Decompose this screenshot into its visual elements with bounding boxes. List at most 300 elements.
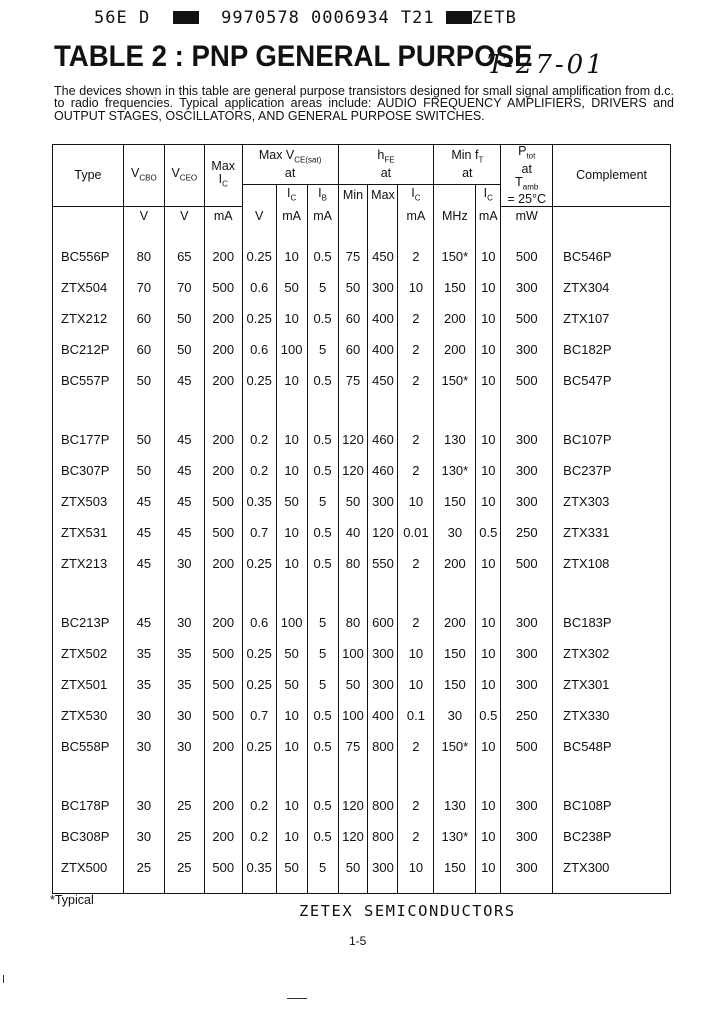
value-cell: 50 bbox=[338, 669, 368, 700]
type-cell: BC556P bbox=[53, 241, 124, 272]
value-cell: 45 bbox=[123, 548, 164, 579]
value-cell: 10 bbox=[398, 272, 434, 303]
type-cell: BC308P bbox=[53, 821, 124, 852]
spacer-cell bbox=[501, 396, 553, 424]
spacer-cell bbox=[398, 762, 434, 790]
value-cell: 450 bbox=[368, 365, 398, 396]
spacer-cell bbox=[276, 579, 307, 607]
value-cell: 75 bbox=[338, 731, 368, 762]
value-cell: 200 bbox=[204, 607, 242, 638]
value-cell: 150* bbox=[434, 241, 476, 272]
value-cell: 10 bbox=[276, 821, 307, 852]
group-spacer bbox=[53, 227, 671, 241]
table-row bbox=[53, 607, 671, 638]
spacer-cell bbox=[553, 762, 671, 790]
spacer-cell bbox=[368, 762, 398, 790]
value-cell: 65 bbox=[164, 241, 204, 272]
value-cell: 0.6 bbox=[242, 334, 276, 365]
mw-unit: mW bbox=[501, 207, 553, 227]
value-cell: 10 bbox=[398, 852, 434, 883]
spacer-cell bbox=[434, 579, 476, 607]
spacer-cell bbox=[164, 396, 204, 424]
spacer-cell bbox=[476, 579, 501, 607]
value-cell: 2 bbox=[398, 455, 434, 486]
value-cell: 0.5 bbox=[476, 517, 501, 548]
value-cell: 80 bbox=[338, 548, 368, 579]
spacer-cell bbox=[501, 579, 553, 607]
table-row bbox=[53, 365, 671, 396]
table-row bbox=[53, 424, 671, 455]
value-cell: 800 bbox=[368, 790, 398, 821]
spacer-cell bbox=[553, 579, 671, 607]
table-row bbox=[53, 548, 671, 579]
value-cell: 300 bbox=[501, 821, 553, 852]
value-cell: 800 bbox=[368, 821, 398, 852]
filler-cell bbox=[434, 883, 476, 894]
max-ic-header: Max $I_C$ bbox=[204, 145, 242, 207]
ft-header: Min $f_T$ at bbox=[434, 145, 501, 185]
spacer-cell bbox=[276, 396, 307, 424]
value-cell: 10 bbox=[476, 455, 501, 486]
spacer-cell bbox=[204, 579, 242, 607]
value-cell: 5 bbox=[307, 334, 338, 365]
value-cell: 0.5 bbox=[307, 700, 338, 731]
type-cell: ZTX530 bbox=[53, 700, 124, 731]
vceo-header: $V_{CEO}$ bbox=[164, 145, 204, 207]
value-cell: 0.25 bbox=[242, 303, 276, 334]
value-cell: 200 bbox=[204, 821, 242, 852]
scan-mark bbox=[3, 975, 4, 983]
spacer-cell bbox=[434, 396, 476, 424]
value-cell: 30 bbox=[123, 731, 164, 762]
spacer-cell bbox=[338, 579, 368, 607]
filler-cell bbox=[307, 883, 338, 894]
value-cell: 10 bbox=[276, 700, 307, 731]
type-cell: ZTX213 bbox=[53, 548, 124, 579]
table-row bbox=[53, 303, 671, 334]
value-cell: 250 bbox=[501, 700, 553, 731]
value-cell: 2 bbox=[398, 731, 434, 762]
value-cell: 0.5 bbox=[307, 365, 338, 396]
spacer-cell bbox=[368, 227, 398, 241]
spacer-cell bbox=[204, 396, 242, 424]
value-cell: 2 bbox=[398, 334, 434, 365]
value-cell: 130 bbox=[434, 424, 476, 455]
value-cell: 0.6 bbox=[242, 272, 276, 303]
value-cell: 0.5 bbox=[307, 241, 338, 272]
value-cell: 10 bbox=[476, 731, 501, 762]
value-cell: 300 bbox=[501, 607, 553, 638]
value-cell: 25 bbox=[164, 821, 204, 852]
value-cell: 400 bbox=[368, 700, 398, 731]
vcesat-header: Max $V_{CE(sat)}$ at bbox=[242, 145, 338, 185]
spacer-cell bbox=[553, 396, 671, 424]
spacer-cell bbox=[338, 762, 368, 790]
value-cell: 200 bbox=[204, 731, 242, 762]
mhz-subheader bbox=[434, 184, 476, 206]
value-cell: 300 bbox=[501, 272, 553, 303]
value-cell: 50 bbox=[276, 272, 307, 303]
table-row bbox=[53, 790, 671, 821]
ic-at-unit: mA bbox=[276, 207, 307, 227]
complement-cell: ZTX302 bbox=[553, 638, 671, 669]
value-cell: 150 bbox=[434, 852, 476, 883]
value-cell: 75 bbox=[338, 365, 368, 396]
ptot-header: $P_{tot}$ at $T_{amb}$ = 25°C bbox=[501, 145, 553, 207]
type-cell: ZTX504 bbox=[53, 272, 124, 303]
value-cell: 300 bbox=[501, 486, 553, 517]
value-cell: 500 bbox=[204, 638, 242, 669]
value-cell: 10 bbox=[276, 303, 307, 334]
value-cell: 400 bbox=[368, 303, 398, 334]
spacer-cell bbox=[164, 579, 204, 607]
value-cell: 60 bbox=[338, 303, 368, 334]
value-cell: 300 bbox=[368, 852, 398, 883]
value-cell: 10 bbox=[476, 272, 501, 303]
ic-unit: mA bbox=[204, 207, 242, 227]
ft-ic-subheader: $I_C$ bbox=[476, 184, 501, 206]
complement-cell: ZTX300 bbox=[553, 852, 671, 883]
spacer-cell bbox=[123, 227, 164, 241]
table-row bbox=[53, 821, 671, 852]
value-cell: 10 bbox=[476, 365, 501, 396]
value-cell: 300 bbox=[501, 334, 553, 365]
spacer-cell bbox=[164, 762, 204, 790]
value-cell: 0.7 bbox=[242, 517, 276, 548]
spacer-cell bbox=[53, 579, 124, 607]
type-cell: ZTX531 bbox=[53, 517, 124, 548]
spacer-cell bbox=[307, 579, 338, 607]
type-cell: ZTX502 bbox=[53, 638, 124, 669]
complement-cell: BC237P bbox=[553, 455, 671, 486]
value-cell: 25 bbox=[123, 852, 164, 883]
value-cell: 50 bbox=[276, 486, 307, 517]
complement-cell: ZTX107 bbox=[553, 303, 671, 334]
value-cell: 500 bbox=[501, 241, 553, 272]
value-cell: 35 bbox=[164, 669, 204, 700]
spacer-cell bbox=[476, 762, 501, 790]
company-footer: ZETEX SEMICONDUCTORS bbox=[299, 902, 516, 920]
ib-at-unit: mA bbox=[307, 207, 338, 227]
type-cell: ZTX501 bbox=[53, 669, 124, 700]
vceo-unit: V bbox=[164, 207, 204, 227]
spacer-cell bbox=[276, 227, 307, 241]
value-cell: 10 bbox=[276, 731, 307, 762]
intro-paragraph: The devices shown in this table are general purpose transistors designed for small signal amplification from d.c. to radio frequencies. Typical application areas include: AUDIO FREQUENCY AMPLIFIERS, DRIVERS and OUTPUT STAGES, OSCILLATORS, AND GENERAL PURPOSE SWITCHES. bbox=[54, 84, 674, 123]
value-cell: 200 bbox=[204, 455, 242, 486]
v-subheader bbox=[242, 184, 276, 206]
v-unit: V bbox=[242, 207, 276, 227]
ib-at-subheader: $I_B$ bbox=[307, 184, 338, 206]
value-cell: 0.7 bbox=[242, 700, 276, 731]
filler-cell bbox=[123, 883, 164, 894]
group-spacer bbox=[53, 579, 671, 607]
hfe-header: $h_{FE}$ at bbox=[338, 145, 434, 185]
value-cell: 0.2 bbox=[242, 455, 276, 486]
value-cell: 10 bbox=[476, 334, 501, 365]
mhz-unit: MHz bbox=[434, 207, 476, 227]
vcbo-unit: V bbox=[123, 207, 164, 227]
spacer-cell bbox=[338, 227, 368, 241]
type-cell: BC557P bbox=[53, 365, 124, 396]
filler-cell bbox=[242, 883, 276, 894]
complement-cell: ZTX303 bbox=[553, 486, 671, 517]
value-cell: 150 bbox=[434, 669, 476, 700]
value-cell: 0.25 bbox=[242, 548, 276, 579]
value-cell: 10 bbox=[476, 790, 501, 821]
value-cell: 45 bbox=[123, 517, 164, 548]
value-cell: 0.5 bbox=[307, 455, 338, 486]
spacer-cell bbox=[242, 227, 276, 241]
value-cell: 10 bbox=[276, 424, 307, 455]
value-cell: 460 bbox=[368, 424, 398, 455]
value-cell: 60 bbox=[338, 334, 368, 365]
value-cell: 10 bbox=[276, 241, 307, 272]
complement-cell: ZTX331 bbox=[553, 517, 671, 548]
vcbo-header: $V_{CBO}$ bbox=[123, 145, 164, 207]
value-cell: 100 bbox=[338, 700, 368, 731]
value-cell: 2 bbox=[398, 790, 434, 821]
value-cell: 10 bbox=[476, 852, 501, 883]
value-cell: 2 bbox=[398, 424, 434, 455]
black-block-mark bbox=[173, 11, 199, 24]
value-cell: 10 bbox=[398, 638, 434, 669]
value-cell: 10 bbox=[476, 638, 501, 669]
table-row bbox=[53, 272, 671, 303]
complement-cell: BC183P bbox=[553, 607, 671, 638]
spacer-cell bbox=[501, 762, 553, 790]
page-title: TABLE 2 : PNP GENERAL PURPOSE bbox=[54, 40, 533, 73]
value-cell: 200 bbox=[204, 790, 242, 821]
value-cell: 400 bbox=[368, 334, 398, 365]
value-cell: 600 bbox=[368, 607, 398, 638]
value-cell: 200 bbox=[204, 334, 242, 365]
value-cell: 500 bbox=[204, 517, 242, 548]
type-cell: BC178P bbox=[53, 790, 124, 821]
table-row bbox=[53, 455, 671, 486]
value-cell: 0.35 bbox=[242, 852, 276, 883]
value-cell: 10 bbox=[476, 303, 501, 334]
value-cell: 5 bbox=[307, 852, 338, 883]
value-cell: 0.5 bbox=[307, 303, 338, 334]
value-cell: 50 bbox=[276, 852, 307, 883]
value-cell: 30 bbox=[164, 731, 204, 762]
filler-cell bbox=[164, 883, 204, 894]
value-cell: 150* bbox=[434, 731, 476, 762]
value-cell: 60 bbox=[123, 334, 164, 365]
value-cell: 5 bbox=[307, 669, 338, 700]
value-cell: 2 bbox=[398, 365, 434, 396]
spacer-cell bbox=[553, 227, 671, 241]
value-cell: 10 bbox=[276, 365, 307, 396]
value-cell: 35 bbox=[123, 638, 164, 669]
value-cell: 50 bbox=[123, 424, 164, 455]
filler-cell bbox=[204, 883, 242, 894]
value-cell: 70 bbox=[123, 272, 164, 303]
spacer-cell bbox=[53, 396, 124, 424]
value-cell: 0.25 bbox=[242, 365, 276, 396]
type-unit bbox=[53, 207, 124, 227]
value-cell: 40 bbox=[338, 517, 368, 548]
header-code-3: ZETB bbox=[471, 8, 517, 28]
filler-cell bbox=[276, 883, 307, 894]
value-cell: 0.2 bbox=[242, 790, 276, 821]
value-cell: 300 bbox=[368, 669, 398, 700]
type-cell: ZTX212 bbox=[53, 303, 124, 334]
value-cell: 100 bbox=[338, 638, 368, 669]
value-cell: 0.01 bbox=[398, 517, 434, 548]
value-cell: 150 bbox=[434, 638, 476, 669]
value-cell: 5 bbox=[307, 486, 338, 517]
spacer-cell bbox=[123, 762, 164, 790]
value-cell: 10 bbox=[476, 607, 501, 638]
value-cell: 45 bbox=[164, 517, 204, 548]
value-cell: 45 bbox=[164, 455, 204, 486]
spacer-cell bbox=[204, 227, 242, 241]
value-cell: 0.25 bbox=[242, 669, 276, 700]
table-row bbox=[53, 669, 671, 700]
type-cell: ZTX503 bbox=[53, 486, 124, 517]
value-cell: 120 bbox=[338, 455, 368, 486]
value-cell: 50 bbox=[164, 334, 204, 365]
value-cell: 300 bbox=[501, 669, 553, 700]
value-cell: 300 bbox=[368, 486, 398, 517]
filler-cell bbox=[53, 883, 124, 894]
value-cell: 500 bbox=[501, 548, 553, 579]
bottom-filler bbox=[53, 883, 671, 894]
value-cell: 100 bbox=[276, 334, 307, 365]
value-cell: 10 bbox=[476, 669, 501, 700]
spacer-cell bbox=[276, 762, 307, 790]
value-cell: 10 bbox=[398, 669, 434, 700]
group-spacer bbox=[53, 396, 671, 424]
group-spacer bbox=[53, 762, 671, 790]
transistor-table bbox=[52, 144, 671, 894]
value-cell: 500 bbox=[204, 669, 242, 700]
spacer-cell bbox=[434, 762, 476, 790]
value-cell: 200 bbox=[204, 241, 242, 272]
value-cell: 500 bbox=[501, 303, 553, 334]
value-cell: 300 bbox=[368, 638, 398, 669]
value-cell: 2 bbox=[398, 548, 434, 579]
value-cell: 120 bbox=[338, 790, 368, 821]
value-cell: 300 bbox=[501, 424, 553, 455]
value-cell: 30 bbox=[123, 790, 164, 821]
value-cell: 2 bbox=[398, 821, 434, 852]
value-cell: 0.2 bbox=[242, 821, 276, 852]
value-cell: 2 bbox=[398, 241, 434, 272]
type-cell: BC558P bbox=[53, 731, 124, 762]
value-cell: 130* bbox=[434, 821, 476, 852]
value-cell: 250 bbox=[501, 517, 553, 548]
value-cell: 50 bbox=[338, 486, 368, 517]
spacer-cell bbox=[123, 579, 164, 607]
value-cell: 10 bbox=[276, 517, 307, 548]
value-cell: 150 bbox=[434, 272, 476, 303]
value-cell: 200 bbox=[204, 424, 242, 455]
spacer-cell bbox=[501, 227, 553, 241]
spacer-cell bbox=[53, 762, 124, 790]
value-cell: 10 bbox=[276, 790, 307, 821]
value-cell: 0.5 bbox=[307, 517, 338, 548]
value-cell: 0.5 bbox=[307, 424, 338, 455]
value-cell: 60 bbox=[123, 303, 164, 334]
value-cell: 0.5 bbox=[476, 700, 501, 731]
value-cell: 200 bbox=[204, 548, 242, 579]
value-cell: 0.1 bbox=[398, 700, 434, 731]
complement-cell: BC182P bbox=[553, 334, 671, 365]
spacer-cell bbox=[398, 396, 434, 424]
hfe-min-unit bbox=[338, 207, 368, 227]
filler-cell bbox=[338, 883, 368, 894]
spacer-cell bbox=[398, 227, 434, 241]
value-cell: 45 bbox=[164, 365, 204, 396]
value-cell: 500 bbox=[204, 852, 242, 883]
value-cell: 30 bbox=[164, 607, 204, 638]
value-cell: 45 bbox=[123, 486, 164, 517]
complement-cell: ZTX108 bbox=[553, 548, 671, 579]
filler-cell bbox=[368, 883, 398, 894]
scan-mark-2 bbox=[287, 998, 307, 999]
value-cell: 45 bbox=[123, 607, 164, 638]
complement-cell: BC107P bbox=[553, 424, 671, 455]
spacer-cell bbox=[338, 396, 368, 424]
spacer-cell bbox=[368, 579, 398, 607]
value-cell: 50 bbox=[164, 303, 204, 334]
hfe-max-subheader: Max bbox=[368, 184, 398, 206]
complement-cell: BC238P bbox=[553, 821, 671, 852]
value-cell: 5 bbox=[307, 607, 338, 638]
ft-ic-unit: mA bbox=[476, 207, 501, 227]
complement-cell: ZTX301 bbox=[553, 669, 671, 700]
value-cell: 80 bbox=[123, 241, 164, 272]
value-cell: 500 bbox=[501, 365, 553, 396]
table-body bbox=[53, 227, 671, 894]
filler-cell bbox=[476, 883, 501, 894]
filler-cell bbox=[553, 883, 671, 894]
type-cell: BC212P bbox=[53, 334, 124, 365]
spacer-cell bbox=[53, 227, 124, 241]
value-cell: 50 bbox=[276, 638, 307, 669]
complement-unit bbox=[553, 207, 671, 227]
hfe-ic-subheader: $I_C$ bbox=[398, 184, 434, 206]
value-cell: 2 bbox=[398, 303, 434, 334]
complement-cell: BC548P bbox=[553, 731, 671, 762]
value-cell: 120 bbox=[368, 517, 398, 548]
value-cell: 200 bbox=[434, 548, 476, 579]
value-cell: 200 bbox=[434, 607, 476, 638]
value-cell: 550 bbox=[368, 548, 398, 579]
value-cell: 10 bbox=[476, 424, 501, 455]
value-cell: 5 bbox=[307, 272, 338, 303]
value-cell: 500 bbox=[204, 700, 242, 731]
value-cell: 130 bbox=[434, 790, 476, 821]
value-cell: 80 bbox=[338, 607, 368, 638]
value-cell: 300 bbox=[501, 455, 553, 486]
value-cell: 0.6 bbox=[242, 607, 276, 638]
value-cell: 500 bbox=[501, 731, 553, 762]
table-row bbox=[53, 852, 671, 883]
spacer-cell bbox=[204, 762, 242, 790]
complement-cell: ZTX330 bbox=[553, 700, 671, 731]
complement-cell: ZTX304 bbox=[553, 272, 671, 303]
value-cell: 75 bbox=[338, 241, 368, 272]
value-cell: 10 bbox=[476, 821, 501, 852]
value-cell: 30 bbox=[123, 700, 164, 731]
value-cell: 35 bbox=[123, 669, 164, 700]
value-cell: 50 bbox=[338, 272, 368, 303]
value-cell: 200 bbox=[434, 334, 476, 365]
